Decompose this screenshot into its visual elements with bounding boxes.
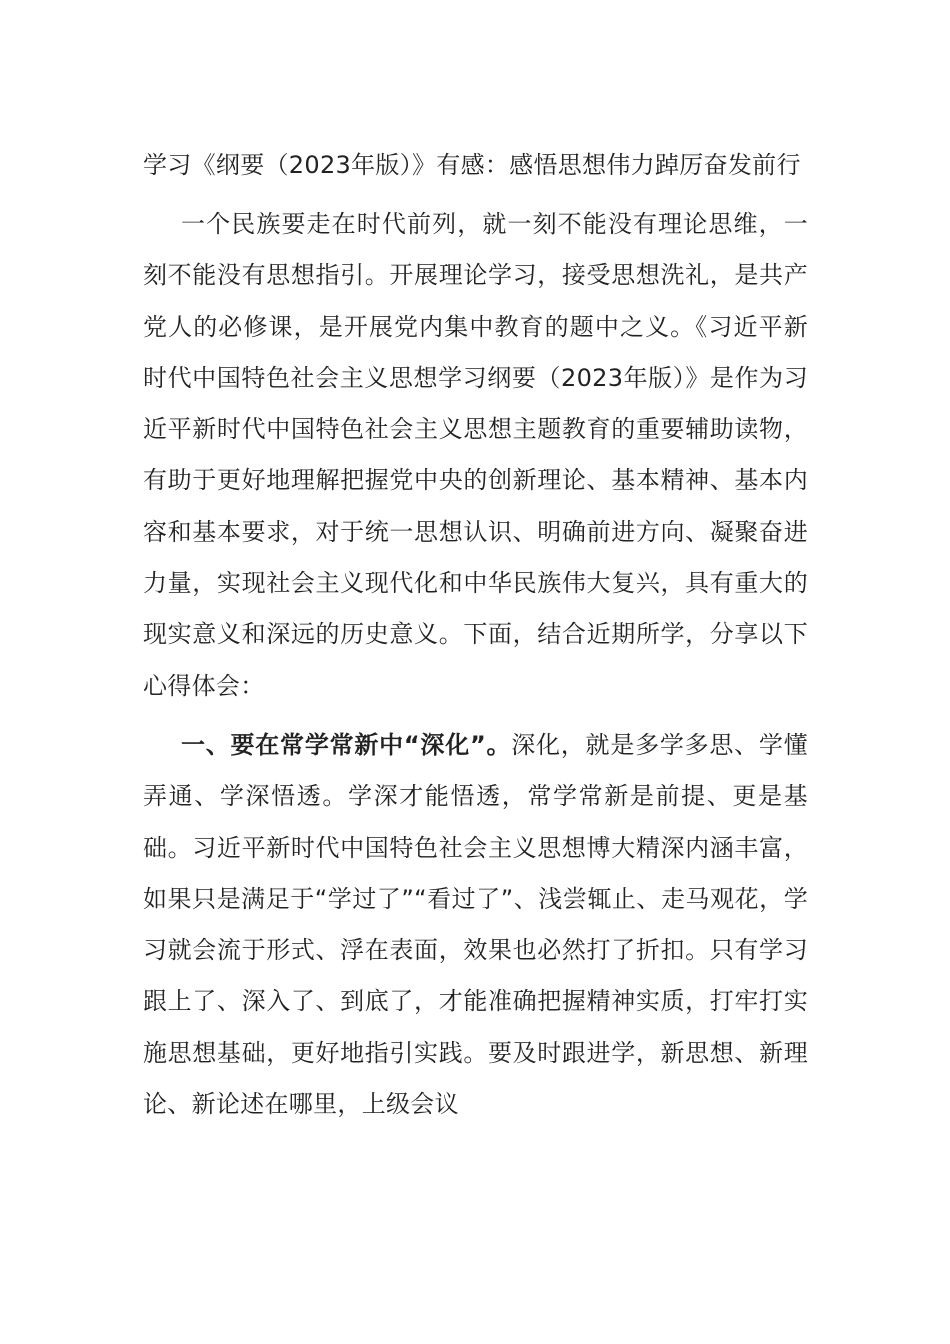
section-one-text: 深化，就是多学多思、学懂弄通、学深悟透。学深才能悟透，常学常新是前提、更是基础。习近平新时代中国特色社会主义思想博大精深内涵丰富，如果只是满足于“学过了”“看过了”、浅尝辄止、走马观花，学习就会流于形式、浮在表面，效果也必然打了折扣。只有学习跟上了、深入了、到底了，才能准确把握精神实质，打牢打实施思想基础，更好地指引实践。要及时跟进学，新思想、新理论、新论述在哪里，上级会议: [143, 730, 808, 1119]
document-title: 学习《纲要（2023年版）》有感：感悟思想伟力踔厉奋发前行: [143, 151, 801, 179]
intro-paragraph: [143, 199, 808, 712]
document-page: [143, 140, 808, 1138]
section-one-heading: 一、要在常学常新中“深化”。: [181, 730, 512, 759]
intro-paragraph-text: 一个民族要走在时代前列，就一刻不能没有理论思维，一刻不能没有思想指引。开展理论学习，接受思想洗礼，是共产党人的必修课，是开展党内集中教育的题中之义。《习近平新时代中国特色社会主义思想学习纲要（2023年版）》是作为习近平新时代中国特色社会主义思想主题教育的重要辅助读物，有助于更好地理解把握党中央的创新理论、基本精神、基本内容和基本要求，对于统一思想认识、明确前进方向、凝聚奋进力量，实现社会主义现代化和中华民族伟大复兴，具有重大的现实意义和深远的历史意义。下面，结合近期所学，分享以下心得体会：: [143, 210, 808, 700]
section-one-paragraph: [143, 720, 808, 1130]
